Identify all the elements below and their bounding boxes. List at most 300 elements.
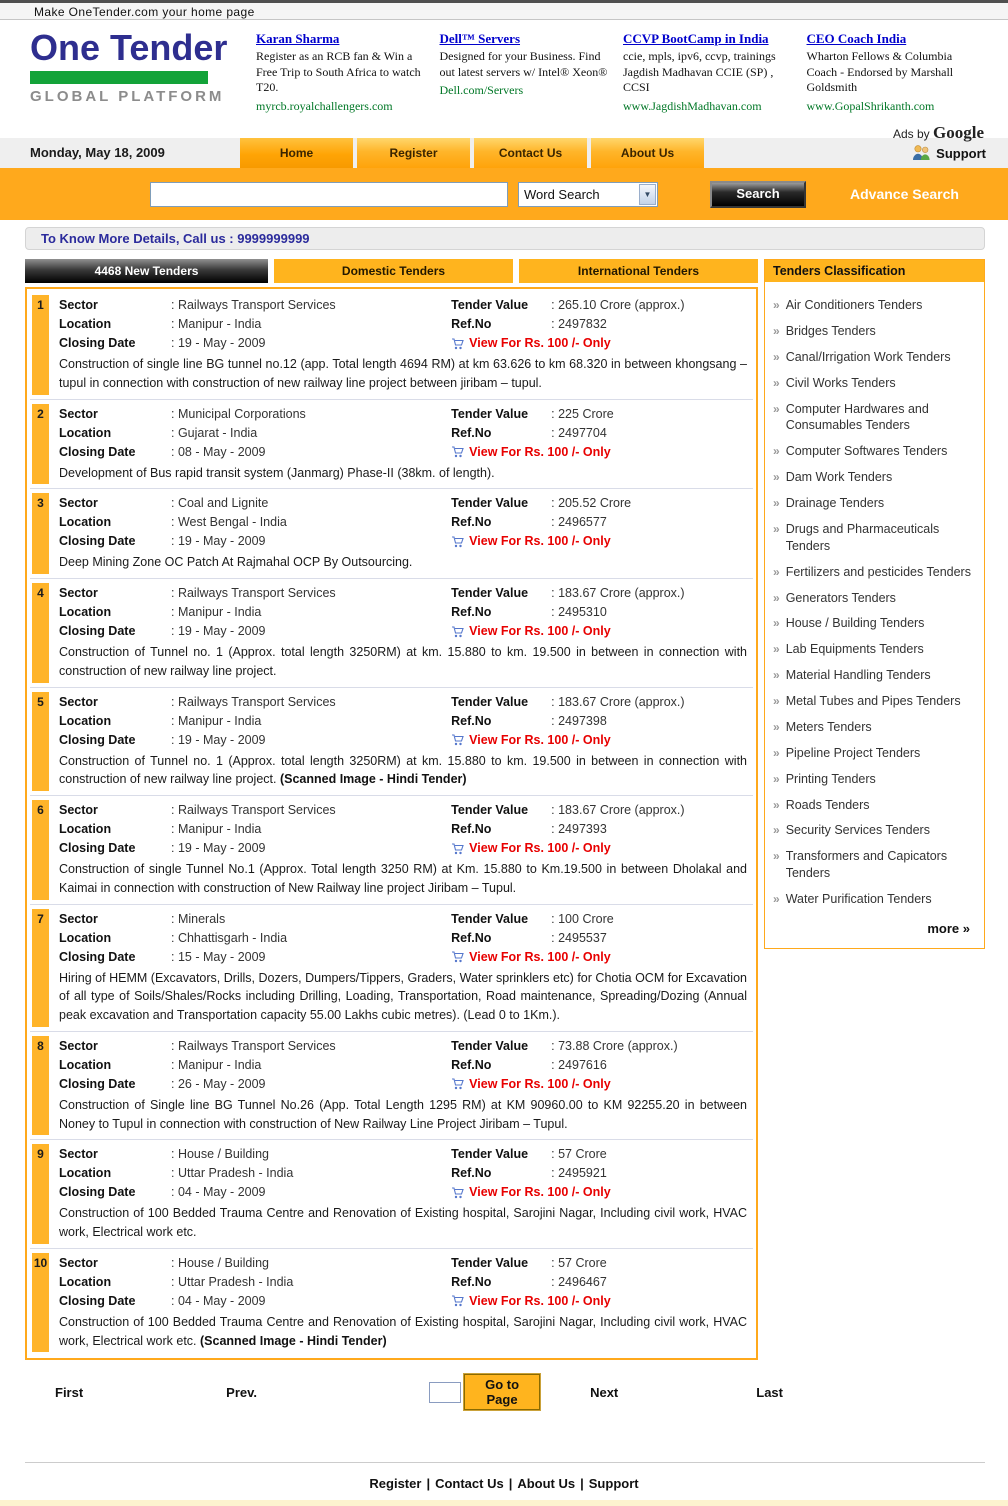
closing-date-value: : 26 - May - 2009 [171,1075,266,1094]
footer-support-link[interactable]: Support [588,1476,639,1492]
tab-home[interactable]: Home [240,138,353,168]
tender-value-label: Tender Value [451,911,529,926]
chevron-right-icon: » [773,797,780,812]
current-date: Monday, May 18, 2009 [30,145,165,160]
tender-description-text: Construction of Single line BG Tunnel No.26 (App. Total Length 1295 RM) at KM 90960.00 to KM 92255.20 in between Noney to Tupul in connection with construction of New Railway Line Project Jiribam – Tupul. [59,1097,747,1131]
chevron-right-icon: » [773,349,780,364]
chevron-right-icon: » [773,719,780,734]
chevron-right-icon: » [773,298,780,312]
tender-description-text: Hiring of HEMM (Excavators, Drills, Dozers, Dumpers/Tippers, Graders, Water sprinklers etc) for Chotia OCM for Excavation of all type of Soils/Shales/Rocks including Drilling, Loading, Transportation, Road maintenance, Spreading/Dozing (Annual peak excavation and Transportation capacity 55.00 Lakhs cubic metres). (Lead 0 to 1Km.). [59,970,747,1022]
closing-date-value: : 08 - May - 2009 [171,443,266,462]
search-button[interactable]: Search [710,181,806,208]
tab-new-tenders[interactable]: 4468 New Tenders [25,259,268,283]
ad-url-link[interactable]: www.GopalShrikanth.com [806,98,935,113]
location-label: Location [59,1057,112,1072]
closing-date-label: Closing Date [59,624,136,638]
ref-no-value: : 2495310 [551,603,607,622]
location-label: Location [59,930,112,945]
cart-icon [451,626,464,638]
closing-date-label: Closing Date [59,1185,136,1200]
location-value: : Uttar Pradesh - India [171,1273,293,1292]
tender-row-body [49,1036,751,1136]
tender-description-text: Deep Mining Zone OC Patch At Rajmahal OCP By Outsourcing. [59,555,413,570]
sidebar-category-label: Computer Softwares Tenders [785,444,948,459]
sidebar-category-item[interactable] [771,349,978,366]
sidebar-category-label: Fertilizers and pesticides Tenders [785,564,971,579]
sidebar-category-item[interactable] [771,891,978,908]
sidebar-category-item[interactable] [771,822,978,839]
tender-value-label: Tender Value [451,496,529,511]
tender-row [30,579,753,688]
tender-fields [59,494,747,551]
tender-row [30,796,753,905]
call-us-banner: To Know More Details, Call us : 9999999999 [25,227,985,250]
tender-number-badge: 7 [32,909,49,1027]
ref-no-value: : 2497704 [551,424,607,443]
location-label: Location [59,822,112,836]
sector-value: : Railways Transport Services [171,584,336,603]
view-tender-link[interactable] [451,839,747,858]
view-tender-link[interactable] [451,622,747,641]
cart-icon [451,1078,464,1090]
tender-row-body [49,1253,751,1353]
ads-by-text: Ads by [892,127,930,141]
cart-icon [451,1187,464,1199]
sector-value: : Railways Transport Services [171,801,336,820]
closing-date-value: : 19 - May - 2009 [171,334,266,353]
tab-domestic-tenders[interactable]: Domestic Tenders [274,259,513,283]
ref-no-label: Ref.No [451,605,492,619]
sidebar-category-item[interactable] [771,693,978,710]
sidebar-category-item[interactable] [771,443,978,460]
sidebar-category-label: Canal/Irrigation Work Tenders [785,349,951,364]
category-list [765,282,984,908]
sidebar-category-label: Generators Tenders [785,590,896,605]
chevron-right-icon: » [773,616,780,631]
closing-date-label: Closing Date [59,336,136,350]
location-value: : Uttar Pradesh - India [171,1164,293,1183]
tender-description [59,1204,747,1242]
tender-fields [59,1254,747,1311]
closing-date-value: : 15 - May - 2009 [171,948,266,967]
location-value: : Manipur - India [171,315,261,334]
tender-row [30,291,753,400]
tender-description [59,969,747,1025]
tender-description-text: Construction of Tunnel no. 1 (Approx. total length 3250RM) at km. 15.880 to km. 19.500 in between in connection with construction of new railway line project. [59,753,747,787]
tender-fields [59,1145,747,1202]
tender-row-body [49,493,751,574]
ad-text: ccie, mpls, ipv6, ccvp, trainings Jagdish Madhavan CCIE (SP) , CCSI [623,49,776,95]
ref-no-value: : 2497832 [551,315,607,334]
ref-no-label: Ref.No [451,317,492,331]
view-tender-label[interactable]: View For Rs. 100 /- Only [469,1076,611,1091]
sidebar-category-item[interactable] [771,615,978,632]
closing-date-label: Closing Date [59,534,136,549]
cart-icon [451,446,464,458]
closing-date-label: Closing Date [59,1293,136,1308]
tender-number-badge: 2 [32,404,49,485]
view-tender-label[interactable]: View For Rs. 100 /- Only [469,1185,611,1200]
search-bar [0,168,1008,220]
pagination-first[interactable]: First [55,1384,84,1400]
sidebar-category-item[interactable] [771,641,978,658]
closing-date-value: : 19 - May - 2009 [171,532,266,551]
cart-icon [451,734,464,746]
view-tender-link[interactable] [451,1075,747,1094]
tender-fields [59,296,747,353]
tender-row-body [49,404,751,485]
ad-title-link[interactable]: Karan Sharma [256,31,340,46]
tender-fields [59,405,747,462]
location-label: Location [59,1274,112,1289]
make-homepage-link[interactable]: Make OneTender.com your home page [0,0,1008,20]
page-header [0,20,1008,142]
tender-fields [59,801,747,858]
tender-fields [59,910,747,967]
support-people-icon [910,144,932,162]
cart-icon [451,951,464,963]
ref-no-value: : 2496467 [551,1273,607,1292]
chevron-right-icon: » [773,892,780,906]
ad-title-link[interactable]: Dell™ Servers [439,31,521,46]
sidebar-category-item[interactable] [771,401,978,435]
location-value: : Gujarat - India [171,424,257,443]
tender-number-badge: 10 [32,1253,49,1353]
chevron-right-icon: » [773,444,780,459]
closing-date-value: : 19 - May - 2009 [171,622,266,641]
tender-row [30,688,753,797]
sidebar-category-label: Drainage Tenders [785,496,885,510]
pagination-last[interactable]: Last [756,1384,783,1400]
closing-date-label: Closing Date [59,732,136,747]
view-tender-label[interactable]: View For Rs. 100 /- Only [469,624,611,638]
tender-description-text: Construction of Tunnel no. 1 (Approx. total length 3250RM) at km. 15.880 to km. 19.500 in between in connection with construction of new railway line project. [59,645,747,678]
location-value: : Manipur - India [171,820,261,839]
chevron-right-icon: » [773,694,780,708]
sidebar-category-label: Security Services Tenders [785,823,930,838]
ref-no-value: : 2495537 [551,929,607,948]
chevron-right-icon: » [773,745,780,760]
sector-value: : Coal and Lignite [171,494,268,513]
sidebar-category-item[interactable] [771,590,978,607]
sidebar-category-item[interactable] [771,719,978,736]
chevron-right-icon: » [773,849,780,864]
sector-value: : Railways Transport Services [171,693,336,712]
tender-row-body [49,800,751,900]
google-ad [256,30,440,115]
ad-url-link[interactable]: Dell.com/Servers [439,83,524,98]
ref-no-value: : 2496577 [551,513,607,532]
tender-description-text: Development of Bus rapid transit system (Janmarg) Phase-II (38km. of length). [59,465,495,480]
chevron-right-icon: » [773,590,780,605]
location-label: Location [59,317,112,331]
chevron-right-icon: » [773,470,780,485]
ref-no-label: Ref.No [451,1057,492,1072]
sidebar-category-item[interactable] [771,771,978,788]
footer-about-us-link[interactable]: About Us [517,1476,576,1492]
sidebar-category-label: Bridges Tenders [785,323,876,338]
pagination-next[interactable]: Next [590,1384,619,1400]
google-ad [440,30,624,115]
ref-no-label: Ref.No [451,515,492,530]
ref-no-value: : 2497393 [551,820,607,839]
footer-separator: | [580,1476,584,1492]
sector-value: : Railways Transport Services [171,296,336,315]
tender-description-text: Construction of single Tunnel No.1 (Approx. Total length 3250 RM) at Km. 15.880 to Km.19.500 in between Dholakal and Kaimai in connection with construction of New Railway line project Jiribam – Tupul. [59,862,747,895]
closing-date-value: : 04 - May - 2009 [171,1292,266,1311]
ad-url-link[interactable]: myrcb.royalchallengers.com [256,98,393,113]
support-link[interactable] [910,144,986,162]
tender-row-body [49,909,751,1027]
sidebar-category-label: Air Conditioners Tenders [785,298,923,312]
pagination [50,1374,783,1410]
view-tender-link[interactable] [451,334,747,353]
view-tender-label[interactable]: View For Rs. 100 /- Only [469,336,611,350]
ref-no-label: Ref.No [451,822,492,836]
sector-label: Sector [59,1038,98,1053]
sector-label: Sector [59,496,98,511]
sidebar-category-label: Roads Tenders [785,797,870,812]
tender-value-label: Tender Value [451,586,529,600]
closing-date-label: Closing Date [59,444,136,459]
tender-value-value: : 183.67 Crore (approx.) [551,801,684,820]
advance-search-link[interactable]: Advance Search [850,186,959,202]
chevron-right-icon: » [773,375,780,390]
sector-label: Sector [59,406,98,421]
tab-register[interactable]: Register [357,138,470,168]
chevron-right-icon: » [773,668,780,683]
footer-links [0,1463,1008,1491]
sidebar-title: Tenders Classification [765,260,984,282]
tender-number-badge: 6 [32,800,49,900]
sidebar-category-item[interactable] [771,521,978,555]
tender-value-label: Tender Value [451,406,529,421]
ref-no-label: Ref.No [451,930,492,945]
tender-scanned-note: (Scanned Image - Hindi Tender) [279,772,467,787]
pagination-prev[interactable]: Prev. [226,1384,258,1400]
ad-text: Designed for your Business. Find out latest servers w/ Intel® Xeon® [439,49,608,79]
tender-value-label: Tender Value [451,694,529,709]
chevron-right-icon: » [773,823,780,838]
dropdown-arrow-icon[interactable]: ▼ [639,184,656,205]
chevron-right-icon: » [773,496,780,510]
tender-number-badge: 1 [32,295,49,395]
sidebar-category-label: Printing Tenders [785,771,876,786]
sidebar-category-item[interactable] [771,469,978,486]
location-label: Location [59,515,112,530]
sector-value: : House / Building [171,1254,269,1273]
tender-description [59,355,747,393]
sidebar-category-item[interactable] [771,297,978,314]
sector-value: : Minerals [171,910,225,929]
google-ad [807,30,991,115]
search-type-dropdown[interactable] [518,182,658,207]
view-tender-link[interactable] [451,443,747,462]
tender-row-body [49,1144,751,1244]
tender-value-label: Tender Value [451,1038,529,1053]
tender-value-value: : 73.88 Crore (approx.) [551,1037,677,1056]
more-categories-link[interactable]: more » [927,920,970,936]
tender-description [59,860,747,898]
logo-green-bar [30,71,208,84]
view-tender-link[interactable] [451,532,747,551]
chevron-right-icon: » [773,521,780,536]
location-value: : Manipur - India [171,1056,261,1075]
sidebar-category-label: Lab Equipments Tenders [785,642,924,657]
view-tender-link[interactable] [451,948,747,967]
tender-value-value: : 183.67 Crore (approx.) [551,693,684,712]
view-tender-link[interactable] [451,731,747,750]
location-value: : Chhattisgarh - India [171,929,287,948]
tender-description [59,1096,747,1134]
tender-value-value: : 225 Crore [551,405,614,424]
sector-value: : Municipal Corporations [171,405,306,424]
tender-description [59,553,747,572]
goto-page-input[interactable] [429,1382,461,1403]
google-ad [623,30,807,115]
footer-register-link[interactable]: Register [369,1476,422,1492]
sidebar-category-label: Dam Work Tenders [785,470,893,485]
chevron-right-icon: » [773,564,780,579]
tender-row-body [49,583,751,683]
content-area [25,259,985,1410]
location-value: : Manipur - India [171,603,261,622]
tender-row [30,400,753,490]
location-label: Location [59,425,112,440]
tab-about-us[interactable]: About Us [591,138,704,168]
view-tender-label[interactable]: View For Rs. 100 /- Only [469,949,611,964]
sidebar-category-item[interactable] [771,745,978,762]
footer-separator: | [426,1476,431,1492]
sector-label: Sector [59,1147,98,1162]
tender-description [59,1313,747,1351]
sidebar-category-label: Computer Hardwares and Consumables Tenders [785,401,929,433]
goto-page-group [429,1374,540,1410]
onetender-logo[interactable] [30,27,228,105]
tender-value-label: Tender Value [451,1255,529,1270]
view-tender-label[interactable]: View For Rs. 100 /- Only [469,534,611,549]
ref-no-value: : 2497398 [551,712,607,731]
sidebar-category-item[interactable] [771,495,978,512]
tender-value-value: : 183.67 Crore (approx.) [551,584,684,603]
closing-date-value: : 19 - May - 2009 [171,839,266,858]
ref-no-label: Ref.No [451,1274,492,1289]
sidebar-category-label: Transformers and Capicators Tenders [785,849,948,881]
view-tender-label[interactable]: View For Rs. 100 /- Only [469,1293,611,1308]
view-tender-label[interactable]: View For Rs. 100 /- Only [469,841,611,855]
sidebar-category-item[interactable] [771,375,978,392]
sidebar-category-label: Drugs and Pharmaceuticals Tenders [785,521,940,553]
ads-by-google[interactable] [893,123,984,143]
sector-value: : Railways Transport Services [171,1037,336,1056]
tender-value-value: : 100 Crore [551,910,614,929]
tender-fields [59,584,747,641]
goto-page-button[interactable]: Go to Page [464,1374,540,1410]
ref-no-value: : 2495921 [551,1164,607,1183]
chevron-right-icon: » [773,642,780,657]
location-label: Location [59,1166,112,1181]
tender-fields [59,693,747,750]
tab-international-tenders[interactable]: International Tenders [519,259,758,283]
tender-number-badge: 8 [32,1036,49,1136]
tender-row [30,1249,753,1357]
tender-number-badge: 3 [32,493,49,574]
cart-icon [451,1295,464,1307]
view-tender-link[interactable] [451,1292,747,1311]
sector-value: : House / Building [171,1145,269,1164]
tender-description-text: Construction of 100 Bedded Trauma Centre and Renovation of Existing hospital, Sarojini Nagar, Including civil work, HVAC work, Electrical work etc. [59,1314,747,1348]
tender-value-value: : 57 Crore [551,1254,607,1273]
view-tender-label[interactable]: View For Rs. 100 /- Only [469,444,611,459]
dropdown-selected-value: Word Search [524,186,600,202]
tender-row [30,905,753,1032]
tender-number-badge: 4 [32,583,49,683]
list-tabs [25,259,758,283]
closing-date-value: : 19 - May - 2009 [171,731,266,750]
logo-subtitle: GLOBAL PLATFORM [30,87,225,105]
ad-url-link[interactable]: www.JagdishMadhavan.com [623,98,762,113]
sector-label: Sector [59,803,98,817]
footer-contact-us-link[interactable]: Contact Us [435,1476,504,1492]
sidebar-category-label: House / Building Tenders [785,616,925,631]
sidebar-category-item[interactable] [771,797,978,814]
tender-value-value: : 265.10 Crore (approx.) [551,296,684,315]
chevron-right-icon: » [773,401,780,416]
tender-row [30,489,753,579]
chevron-right-icon: » [773,771,780,786]
logo-title: One Tender [30,27,228,68]
tender-row [30,1032,753,1141]
tender-row-body [49,295,751,395]
tender-list-column [25,259,783,1410]
tender-value-label: Tender Value [451,298,529,312]
sidebar-category-item[interactable] [771,564,978,581]
sector-label: Sector [59,1255,98,1270]
sector-label: Sector [59,298,98,312]
search-input[interactable] [150,182,508,207]
ref-no-label: Ref.No [451,713,492,728]
tab-contact-us[interactable]: Contact Us [474,138,587,168]
ad-title-link[interactable]: CCVP BootCamp in India [623,31,769,46]
closing-date-label: Closing Date [59,949,136,964]
view-tender-label[interactable]: View For Rs. 100 /- Only [469,732,611,747]
closing-date-label: Closing Date [59,1076,136,1091]
sidebar-category-label: Civil Works Tenders [785,375,896,390]
tender-number-badge: 5 [32,692,49,792]
tender-list [25,287,758,1360]
footer-bottom-strip [0,1500,1008,1506]
sidebar-category-item[interactable] [771,848,978,882]
cart-icon [451,843,464,855]
tenders-classification-sidebar [764,259,985,949]
sidebar-category-item[interactable] [771,323,978,340]
sidebar-category-label: Water Purification Tenders [785,892,932,906]
tender-fields [59,1037,747,1094]
tender-row [30,1140,753,1249]
view-tender-link[interactable] [451,1183,747,1202]
ref-no-label: Ref.No [451,425,492,440]
ad-title-link[interactable]: CEO Coach India [806,31,907,46]
location-value: : Manipur - India [171,712,261,731]
location-value: : West Bengal - India [171,513,287,532]
ref-no-label: Ref.No [451,1166,492,1181]
google-logo: Google [933,123,984,142]
support-label: Support [936,145,986,161]
tender-value-label: Tender Value [451,1147,529,1162]
sidebar-category-label: Meters Tenders [785,719,872,734]
sidebar-category-item[interactable] [771,667,978,684]
footer-separator: | [508,1476,513,1492]
